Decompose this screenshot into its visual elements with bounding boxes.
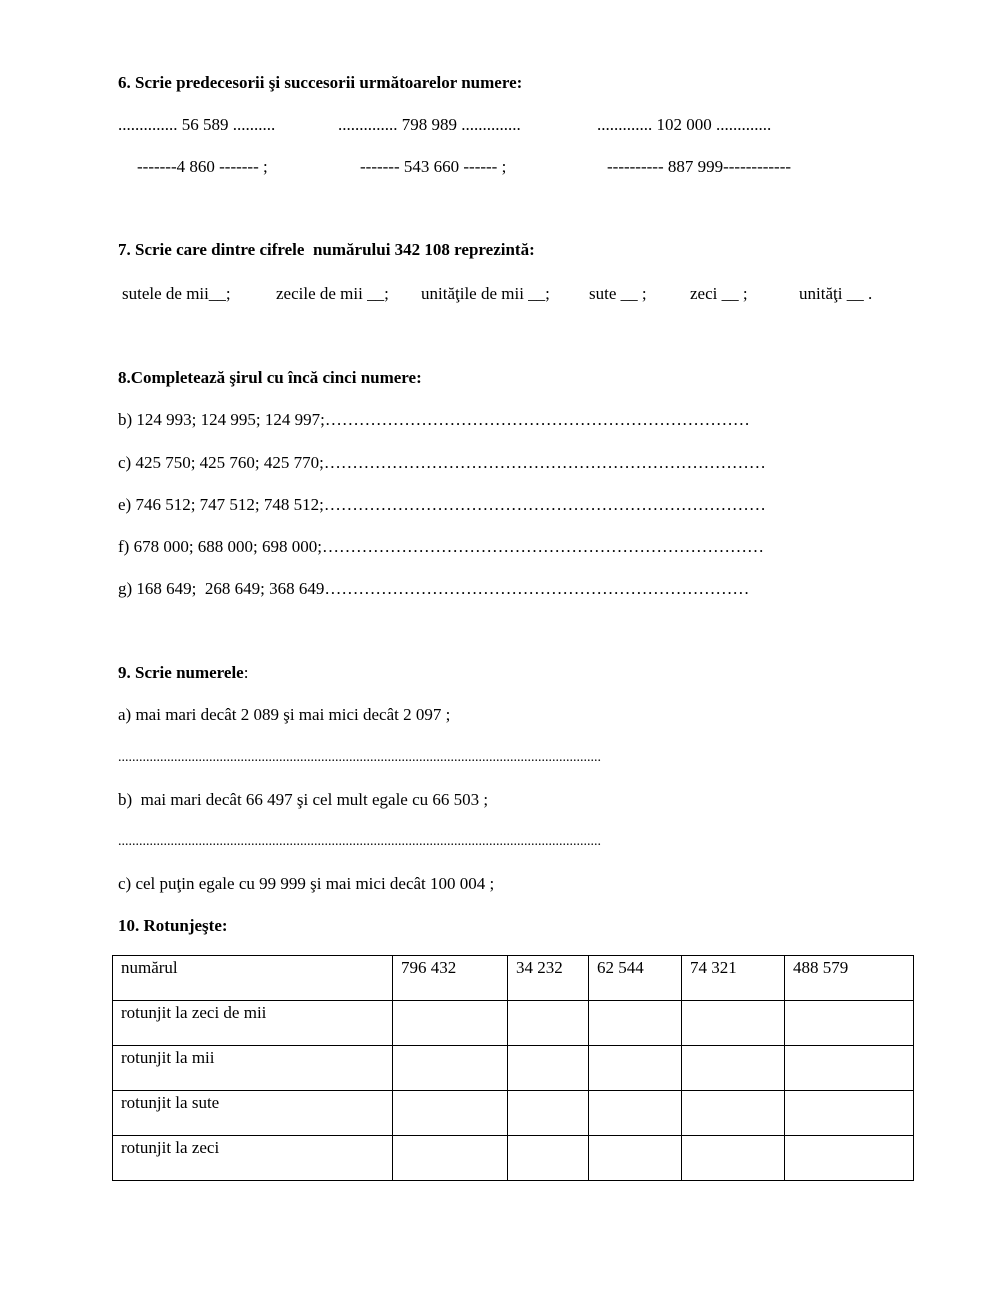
ex6-title: 6. Scrie predecesorii şi succesorii următoarelor numere: bbox=[118, 73, 523, 92]
answer-cell[interactable] bbox=[682, 1001, 785, 1046]
row-label: rotunjit la zeci de mii bbox=[113, 1001, 393, 1046]
ex9-answer-b[interactable]: .......................................................................................................................................... bbox=[118, 834, 601, 849]
answer-cell[interactable] bbox=[589, 1001, 682, 1046]
header-number: 796 432 bbox=[393, 956, 508, 1001]
ex9-item-b: b) mai mari decât 66 497 şi cel mult egale cu 66 503 ; bbox=[118, 790, 489, 809]
header-number: 488 579 bbox=[785, 956, 914, 1001]
ex7-item-ten-thousands[interactable]: zecile de mii __; bbox=[276, 284, 389, 303]
answer-cell[interactable] bbox=[785, 1001, 914, 1046]
answer-cell[interactable] bbox=[682, 1091, 785, 1136]
answer-cell[interactable] bbox=[785, 1091, 914, 1136]
answer-cell[interactable] bbox=[508, 1001, 589, 1046]
answer-cell[interactable] bbox=[589, 1091, 682, 1136]
answer-cell[interactable] bbox=[393, 1001, 508, 1046]
answer-cell[interactable] bbox=[393, 1136, 508, 1181]
ex8-line-f[interactable]: f) 678 000; 688 000; 698 000;…………………………………………………………………… bbox=[118, 537, 764, 556]
ex9-item-c: c) cel puţin egale cu 99 999 şi mai mici decât 100 004 ; bbox=[118, 874, 495, 893]
ex6-blank-3[interactable]: ............. 102 000 ............. bbox=[597, 115, 772, 134]
ex6-blank-4[interactable]: -------4 860 ------- ; bbox=[137, 157, 268, 176]
answer-cell[interactable] bbox=[682, 1136, 785, 1181]
table-row bbox=[113, 1091, 914, 1136]
table-header-row bbox=[113, 956, 914, 1001]
ex9-title-line bbox=[118, 663, 248, 683]
ex9-title-colon: : bbox=[243, 663, 249, 682]
answer-cell[interactable] bbox=[589, 1046, 682, 1091]
ex8-line-g[interactable]: g) 168 649; 268 649; 368 649………………………………………………………………… bbox=[118, 579, 750, 598]
ex9-title: 9. Scrie numerele bbox=[118, 663, 244, 682]
ex7-title: 7. Scrie care dintre cifrele numărului 342 108 reprezintă: bbox=[118, 240, 535, 259]
ex6-blank-1[interactable]: .............. 56 589 .......... bbox=[118, 115, 276, 134]
row-label: rotunjit la zeci bbox=[113, 1136, 393, 1181]
answer-cell[interactable] bbox=[682, 1046, 785, 1091]
ex9-answer-a[interactable]: .......................................................................................................................................... bbox=[118, 750, 601, 765]
header-number: 62 544 bbox=[589, 956, 682, 1001]
ex7-item-thousands[interactable]: unităţile de mii __; bbox=[421, 284, 550, 303]
ex7-item-units[interactable]: unităţi __ . bbox=[799, 284, 873, 303]
ex9-item-a: a) mai mari decât 2 089 şi mai mici decât 2 097 ; bbox=[118, 705, 451, 724]
row-label: rotunjit la mii bbox=[113, 1046, 393, 1091]
ex6-blank-5[interactable]: ------- 543 660 ------ ; bbox=[360, 157, 507, 176]
ex8-line-c[interactable]: c) 425 750; 425 760; 425 770;…………………………………………………………………… bbox=[118, 453, 766, 472]
ex6-blank-6[interactable]: ---------- 887 999------------ bbox=[607, 157, 792, 176]
table-row bbox=[113, 1136, 914, 1181]
ex7-item-hundreds[interactable]: sute __ ; bbox=[589, 284, 647, 303]
answer-cell[interactable] bbox=[508, 1091, 589, 1136]
answer-cell[interactable] bbox=[785, 1046, 914, 1091]
answer-cell[interactable] bbox=[393, 1046, 508, 1091]
table-row bbox=[113, 1001, 914, 1046]
answer-cell[interactable] bbox=[393, 1091, 508, 1136]
ex8-line-e[interactable]: e) 746 512; 747 512; 748 512;…………………………………………………………………… bbox=[118, 495, 766, 514]
rounding-table bbox=[112, 955, 914, 1181]
ex7-item-tens[interactable]: zeci __ ; bbox=[690, 284, 748, 303]
answer-cell[interactable] bbox=[785, 1136, 914, 1181]
ex7-item-hundred-thousands[interactable]: sutele de mii__; bbox=[122, 284, 231, 303]
answer-cell[interactable] bbox=[508, 1136, 589, 1181]
ex10-title: 10. Rotunjeşte: bbox=[118, 916, 228, 935]
answer-cell[interactable] bbox=[589, 1136, 682, 1181]
answer-cell[interactable] bbox=[508, 1046, 589, 1091]
row-label: rotunjit la sute bbox=[113, 1091, 393, 1136]
table-row bbox=[113, 1046, 914, 1091]
header-label: numărul bbox=[113, 956, 393, 1001]
ex8-line-b[interactable]: b) 124 993; 124 995; 124 997;………………………………………………………………… bbox=[118, 410, 750, 429]
ex8-title: 8.Completează şirul cu încă cinci numere: bbox=[118, 368, 422, 387]
header-number: 74 321 bbox=[682, 956, 785, 1001]
ex6-blank-2[interactable]: .............. 798 989 .............. bbox=[338, 115, 521, 134]
header-number: 34 232 bbox=[508, 956, 589, 1001]
